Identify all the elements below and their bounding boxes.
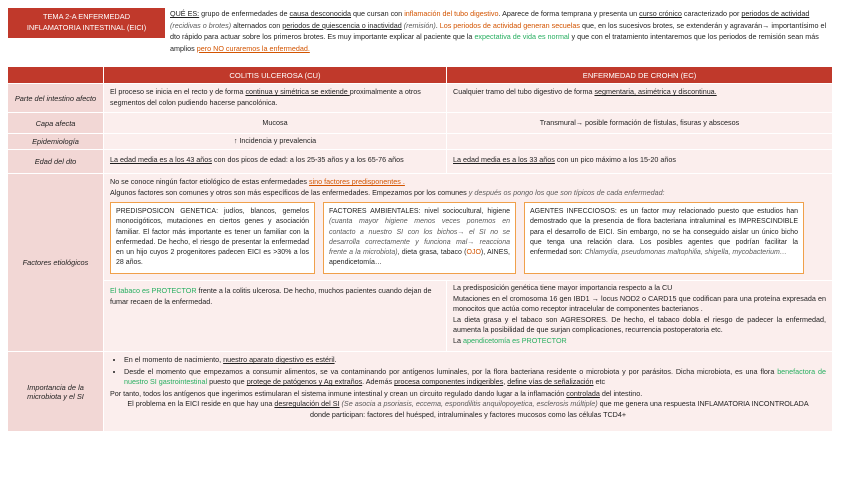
cell-microbiota [104, 352, 832, 431]
row-label-parte: Parte del intestino afecto [8, 84, 104, 112]
cell-text: , [503, 377, 508, 386]
table-row-capa [8, 113, 832, 134]
row-label-epidemiologia: Epidemiología [8, 134, 104, 149]
cell-text: del intestino. [599, 388, 643, 398]
cell-text-highlight: OJO [466, 249, 481, 257]
factor-box-genetica: PREDISPOSICON GENETICA: judíos, blancos, gemelos monocigóticos, mutaciones en ciertos genes y asociación familiar. El factor más importante es tener un familiar con la enfermedad. De hecho, el riesgo de presentar la enfermedad en un hijo cuyos 2 progenitores padecen EICI es >30% a los 28 años. [110, 202, 315, 274]
cell-capa-ec: Transmural→ posible formación de fístulas, fisuras y abscesos [447, 113, 832, 133]
cell-text-underlined: La edad media es a los 33 años [453, 155, 555, 164]
cell-text: Algunos factores son comunes y otros son más específicos de las enfermedades. Empezamos por los comunes [110, 187, 469, 197]
intro-text: alternados con [231, 20, 283, 30]
cell-edad-ec [447, 150, 832, 173]
list-item [124, 355, 826, 366]
intro-text: . Aparece de forma temprana y presenta un [498, 9, 640, 18]
cell-line: La predisposición genética tiene mayor importancia respecto a la CU [453, 283, 673, 292]
intro-text: . [435, 20, 440, 30]
cell-text: que me genera una respuesta INFLAMATORIA INCONTROLADA donde participan: factores del huésped, intraluminales y factores mucosos como las células TCD4+ [309, 399, 809, 419]
cell-text-green: El tabaco es PROTECTOR [110, 286, 197, 295]
cell-text: con un pico máximo a los 15-20 años [554, 155, 676, 164]
cell-text: , dieta grasa, tabaco ( [397, 249, 467, 257]
cell-epidemiologia-ec [447, 134, 832, 149]
cell-text: Por tanto, todos los antígenos que ingerimos estimularan el sistema inmune intestinal y crean un circuito regulado dando lugar a la inflamación [110, 388, 567, 398]
intro-curso: curso crónico [639, 9, 682, 18]
header-empty-cell [8, 67, 104, 83]
header-colitis: COLITIS ULCEROSA (CU) [104, 67, 447, 83]
cell-text-green: apendicetomía es PROTECTOR [463, 335, 567, 345]
factor-box-infecciosos [524, 202, 804, 274]
cell-line [453, 336, 826, 347]
cell-text: proximalmente a otros segmentos del colon pudiendo hacerse pancolónica. [110, 87, 421, 107]
factores-content [104, 174, 832, 351]
microbiota-line3 [110, 389, 826, 400]
cell-text-italic: Chlamydia, pseudomonas maltophilia, shigella, mycobacterium… [584, 249, 787, 257]
cell-text-underlined: protege de patógenos y Ag extraños [246, 377, 363, 386]
cell-text: El problema en la EICI reside en que hay una [127, 399, 275, 408]
list-item [124, 367, 826, 388]
intro-paragraph [170, 8, 838, 54]
intro-no-curaremos: pero NO curaremos la enfermedad. [196, 43, 310, 53]
factores-intro-line1 [110, 177, 826, 188]
intro-recidivas: (recidivas o brotes) [170, 20, 232, 30]
intro-que-es: QUÉ ES: [170, 9, 200, 18]
cell-text: Cualquier tramo del tubo digestivo de forma [453, 87, 595, 96]
cell-text: . [334, 355, 337, 364]
cell-text-underlined: procesa componentes indigeribles [394, 377, 504, 386]
factores-common [104, 174, 832, 280]
intro-text: caracterizado por [681, 9, 742, 18]
cell-text-highlight: sino factores predisponentes . [308, 177, 405, 186]
cell-text: con dos picos de edad: a los 25-35 años y a los 65-76 años [211, 155, 404, 164]
row-label-edad: Edad del dto [8, 150, 104, 173]
cell-edad-cu [104, 150, 447, 173]
cell-text: ), AINES, apendicetomía… [329, 249, 510, 267]
intro-secuelas: Los periodos de actividad generan secuelas [439, 20, 580, 30]
cell-text-underlined: controlada [566, 388, 600, 398]
cell-text: FACTORES AMBIENTALES: nivel sociocultural, higiene [329, 208, 510, 215]
cell-text-underlined: continua y simétrica se extiende [245, 87, 350, 96]
table-row-parte [8, 84, 832, 113]
cell-text-italic: (cuanta mayor higiene menos veces ponemos en contacto a nuestro SI con los bichos→ el SI no se desarrolla correctamente y funciona mal→ reacciona frente a la microbiota) [329, 218, 510, 257]
cell-text-underlined: segmentaria, asimétrica y discontinua. [594, 87, 717, 96]
topic-title [8, 8, 165, 38]
intro-actividad: periodos de actividad [741, 9, 810, 18]
cell-text: etc [593, 377, 606, 386]
cell-text-underlined: La edad media es a los 43 años [110, 155, 212, 164]
table-row-edad [8, 150, 832, 174]
cell-text: puesto que [207, 377, 247, 386]
cell-text: La [453, 335, 463, 345]
topic-title-line1: TEMA 2-A ENFERMEDAD [42, 12, 131, 21]
cell-text: frente a la colitis ulcerosa. De hecho, muchos pacientes cuando dejan de fumar recaen de la enfermedad. [110, 286, 432, 306]
header-crohn: ENFERMEDAD DE CROHN (EC) [447, 67, 832, 83]
cell-text-green: benefactora de nuestro SI gastrointestinal [124, 366, 826, 386]
factores-specific [104, 280, 832, 351]
cell-text-underlined: nuestro aparato digestivo es estéril [223, 355, 335, 364]
intro-causa: causa desconocida [289, 9, 352, 18]
cell-text: El proceso se inicia en el recto y de forma [110, 87, 246, 96]
cell-line: Mutaciones en el cromosoma 16 gen IBD1 → locus NOD2 o CARD15 que codifican para una proteína expresada en monocitos que actúa como receptor intracelular de componentes bacterianos . [453, 293, 826, 313]
intro-text: que cursan con [351, 9, 405, 18]
cell-text: . Además [362, 377, 395, 386]
row-label-capa: Capa afecta [8, 113, 104, 133]
intro-quiescencia: periodos de quiescencia o inactividad [282, 20, 402, 30]
factores-intro-line2 [110, 188, 826, 199]
cell-factores-ec [447, 281, 832, 351]
table-row-microbiota [8, 352, 832, 432]
cell-capa-cu: Mucosa [104, 113, 447, 133]
intro-inflamacion: inflamación del tubo digestivo [404, 9, 499, 18]
intro-expectativa: expectativa de vida es normal [474, 32, 570, 42]
row-label-microbiota: Importancia de la microbiota y el SI [8, 352, 104, 431]
cell-factores-cu [104, 281, 447, 351]
comparison-table [8, 67, 832, 432]
topic-title-line2: INFLAMATORIA INTESTINAL (EICI) [26, 23, 147, 32]
cell-text-underlined: desregulación del SI [274, 399, 340, 408]
table-row-epidemiologia [8, 134, 832, 150]
microbiota-line4 [110, 399, 826, 420]
cell-parte-cu [104, 84, 447, 112]
table-header-row [8, 67, 832, 84]
cell-text: Desde el momento que empezamos a consumir alimentos, se va contaminando por antígenos luminales, por la flora bacteriana residente o microbiota y por parásitos. Dicha microbiota, es una flora [124, 366, 778, 376]
cell-text-italic: (Se asocia a psoriasis, eccema, espondilitis anquilopoyetica, esclerosis múltiple) [339, 399, 598, 408]
cell-line: La dieta grasa y el tabaco son AGRESORES. De hecho, el tabaco dobla el riesgo de padecer la enfermedad, aumenta la posibilidad de que surjan complicaciones, recurrencia postoperatoria etc. [453, 314, 826, 334]
intro-text: y que con el tratamiento intentaremos que los periodos de remisión sean más amplios [170, 32, 819, 53]
cell-epidemiologia-cu: ↑ Incidencia y prevalencia [104, 134, 447, 149]
cell-text: En el momento de nacimiento, [124, 355, 224, 364]
table-row-factores [8, 174, 832, 352]
intro-text: grupo de enfermedades de [199, 9, 290, 18]
factor-box-ambientales [323, 202, 516, 274]
cell-text: AGENTES INFECCIOSOS: es un factor muy relacionado puesto que estudios han demostrado que la presencia de flora bacteriana intraluminal es IMPRESCINDIBLE para el desarrollo de EICI. Sin embargo, no se ha conseguido aislar un único bicho que tenga una relación clara. Los posibles agentes que podrían facilitar la enfermedad son: [530, 208, 798, 257]
row-label-factores: Factores etiológicos [8, 174, 104, 351]
cell-parte-ec [447, 84, 832, 112]
cell-text-underlined: define vías de señalización [507, 377, 594, 386]
cell-text-italic: y después os pongo los que son típicos de cada enfermedad: [468, 187, 665, 197]
microbiota-bullets [110, 355, 826, 388]
cell-text: No se conoce ningún factor etiológico de estas enfermedades [110, 177, 309, 186]
intro-text: que, en los sucesivos brotes, se extenderán y agravarán→ importantísimo el dto rápido para actuar sobre los primeros brotes. Es muy importante explicar al paciente que la [170, 20, 827, 42]
intro-remision: (remisión) [401, 20, 436, 30]
factor-boxes [110, 202, 826, 274]
